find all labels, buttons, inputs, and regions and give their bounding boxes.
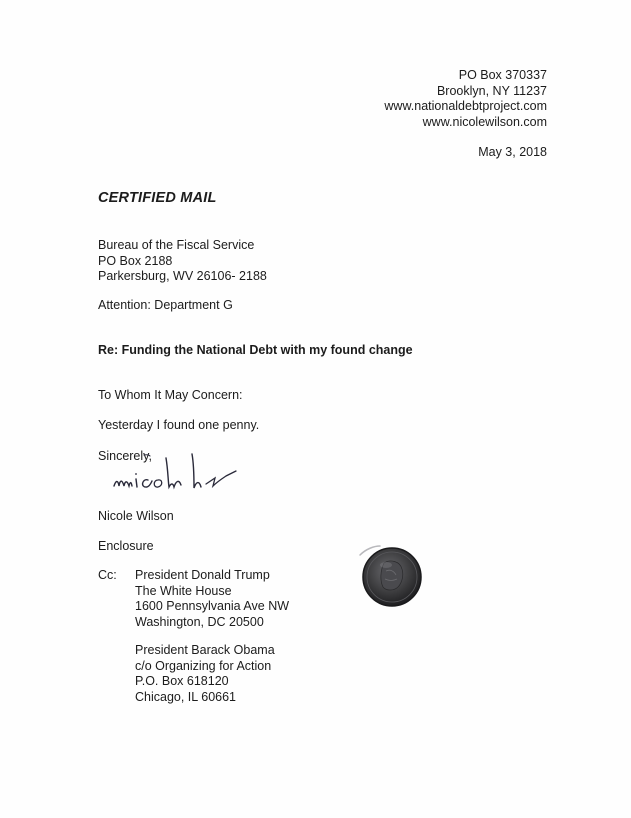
recipient-address-line: PO Box 2188 xyxy=(98,253,173,268)
subject-line: Re: Funding the National Debt with my found change xyxy=(98,343,413,357)
cc-recipient-line: 1600 Pennsylvania Ave NW xyxy=(135,599,290,613)
cc-recipient-line: The White House xyxy=(135,583,232,598)
cc-recipient-line: Washington, DC 20500 xyxy=(135,614,264,629)
sender-address-line: PO Box 370337 xyxy=(458,68,547,82)
closing: Sincerely, xyxy=(98,449,152,463)
enclosure-note: Enclosure xyxy=(98,539,154,553)
cc-label: Cc: xyxy=(98,568,117,582)
letter-body: Yesterday I found one penny. xyxy=(98,418,260,432)
salutation: To Whom It May Concern: xyxy=(98,388,243,402)
cc-recipient xyxy=(135,643,275,705)
recipient-address xyxy=(98,238,267,285)
penny-coin-image xyxy=(356,541,426,611)
cc-recipient-line: President Donald Trump xyxy=(135,568,270,582)
signature-image xyxy=(108,450,248,500)
cc-recipient xyxy=(135,568,289,630)
recipient-address-line: Parkersburg, WV 26106- 2188 xyxy=(98,269,267,283)
sender-website-link: www.nicolewilson.com xyxy=(422,114,547,129)
sender-address xyxy=(384,68,547,130)
cc-recipient-line: Chicago, IL 60661 xyxy=(135,689,237,704)
cc-recipient-line: President Barack Obama xyxy=(135,643,275,657)
attention-line: Attention: Department G xyxy=(98,298,233,312)
signer-name: Nicole Wilson xyxy=(98,509,174,523)
certified-mail-heading: CERTIFIED MAIL xyxy=(98,190,217,206)
sender-address-line: Brooklyn, NY 11237 xyxy=(436,83,547,98)
cc-recipient-line: P.O. Box 618120 xyxy=(135,674,229,688)
letter-date: May 3, 2018 xyxy=(478,145,547,159)
cc-recipient-line: c/o Organizing for Action xyxy=(135,658,272,673)
recipient-address-line: Bureau of the Fiscal Service xyxy=(98,238,255,252)
sender-website-link: www.nationaldebtproject.com xyxy=(384,99,547,113)
